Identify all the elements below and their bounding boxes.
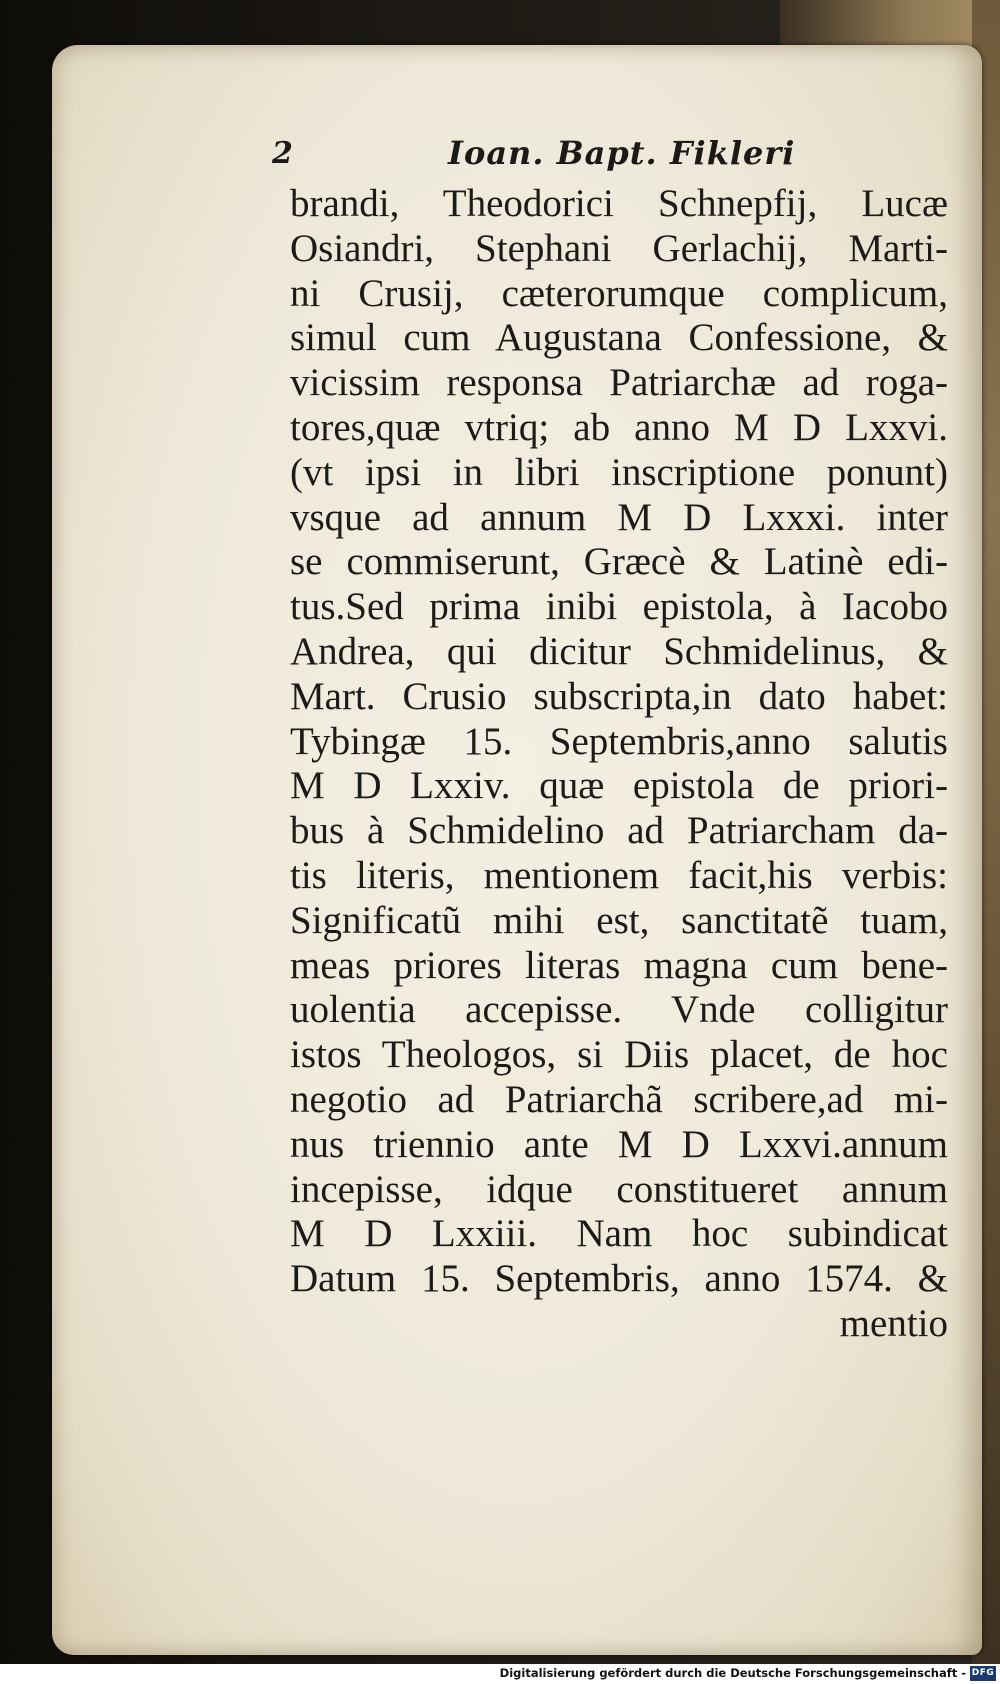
page-header xyxy=(272,134,952,184)
text-line: nus triennio ante M D Lxxvi.annum xyxy=(290,1122,948,1166)
text-line: tores,quæ vtriq; ab anno M D Lxxvi. xyxy=(290,405,948,449)
text-line: Andrea, qui dicitur Schmidelinus, & xyxy=(290,629,948,673)
dfg-logo: DFG xyxy=(970,1666,996,1681)
text-line: bus à Schmidelino ad Patriarcham da- xyxy=(290,809,948,853)
text-line: incepisse, idque constitueret annum xyxy=(290,1167,948,1211)
text-line: Tybingæ 15. Septembris,anno salutis xyxy=(290,719,948,763)
text-line: vicissim responsa Patriarchæ ad roga- xyxy=(290,361,948,405)
funding-notice: Digitalisierung gefördert durch die Deutsche Forschungsgemeinschaft - xyxy=(499,1666,966,1680)
footer-bar xyxy=(0,1664,1000,1684)
text-line: uolentia accepisse. Vnde colligitur xyxy=(290,988,948,1032)
body-text xyxy=(290,182,948,1347)
text-line: Mart. Crusio subscripta,in dato habet: xyxy=(290,674,948,718)
text-line: M D Lxxiv. quæ epistola de priori- xyxy=(290,764,948,808)
book-edge-top xyxy=(780,0,1000,50)
running-title: Ioan. Bapt. Fikleri xyxy=(448,134,796,172)
text-line: Osiandri, Stephani Gerlachij, Marti- xyxy=(290,226,948,270)
text-line: Datum 15. Septembris, anno 1574. & xyxy=(290,1257,948,1301)
text-line: tis literis, mentionem facit,his verbis: xyxy=(290,853,948,897)
text-line: M D Lxxiii. Nam hoc subindicat xyxy=(290,1212,948,1256)
text-line: ni Crusij, cæterorumque complicum, xyxy=(290,271,948,315)
text-line: istos Theologos, si Diis placet, de hoc xyxy=(290,1033,948,1077)
text-line: (vt ipsi in libri inscriptione ponunt) xyxy=(290,450,948,494)
text-line: tus.Sed prima inibi epistola, à Iacobo xyxy=(290,585,948,629)
text-line: simul cum Augustana Confessione, & xyxy=(290,316,948,360)
page-number: 2 xyxy=(272,136,293,171)
text-line: brandi, Theodorici Schnepfij, Lucæ xyxy=(290,182,948,225)
text-line: Significatũ mihi est, sanctitatẽ tuam, xyxy=(290,898,948,942)
catchword: mentio xyxy=(839,1301,948,1345)
text-line: vsque ad annum M D Lxxxi. inter xyxy=(290,495,948,539)
text-line: negotio ad Patriarchã scribere,ad mi- xyxy=(290,1077,948,1121)
text-line: meas priores literas magna cum bene- xyxy=(290,943,948,987)
text-line: se commiserunt, Græcè & Latinè edi- xyxy=(290,540,948,584)
